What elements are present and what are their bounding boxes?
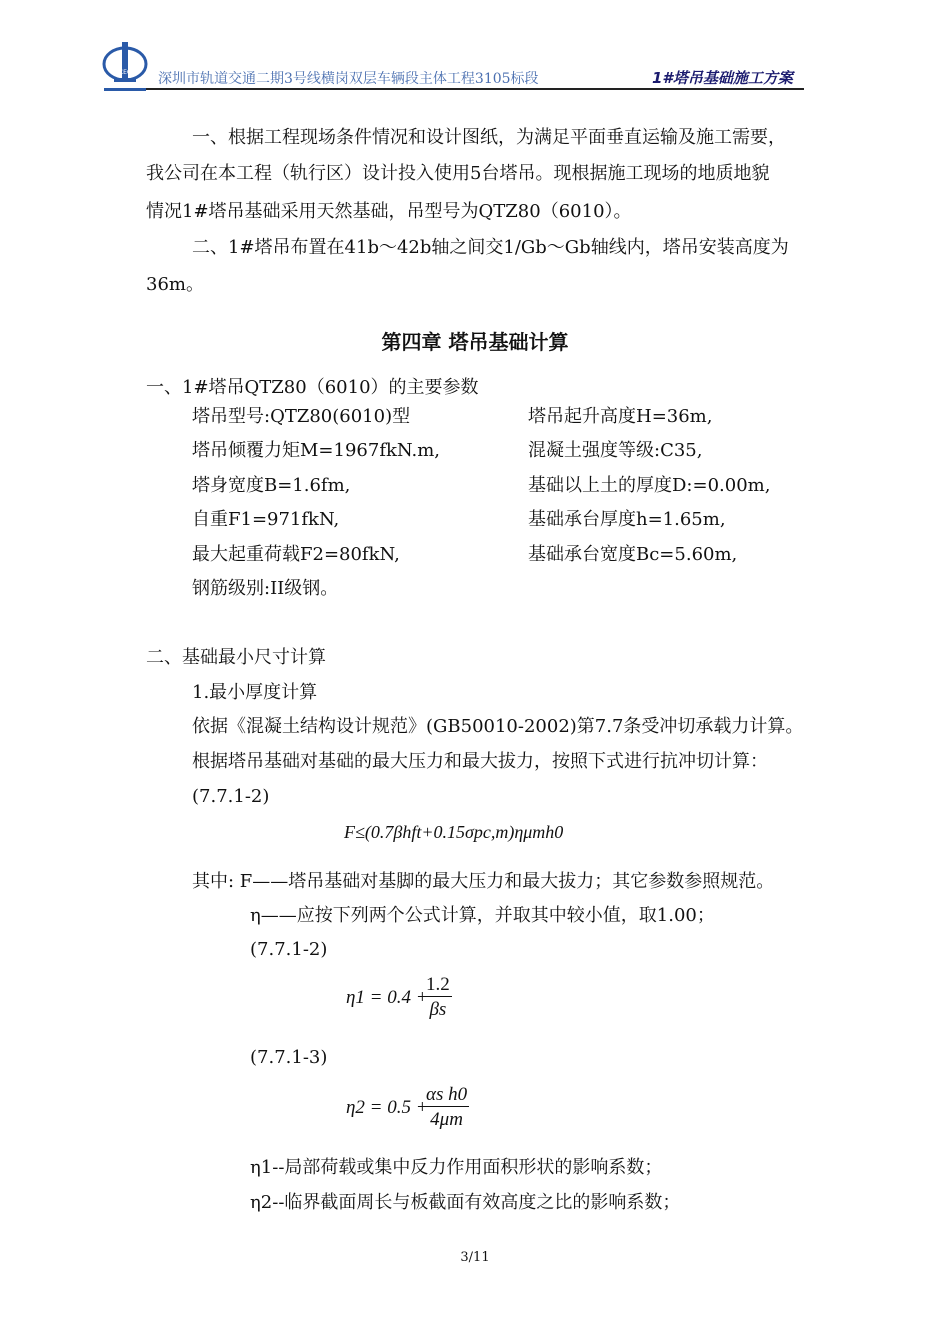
formula-ref-2: (7.7.1-2) xyxy=(250,939,328,960)
param-left-3: 塔身宽度B=1.6fm, xyxy=(192,475,351,496)
page-number: 3/11 xyxy=(460,1250,490,1265)
eta1-numerator: 1.2 xyxy=(426,974,450,995)
header-project-title: 深圳市轨道交通二期3号线横岗双层车辆段主体工程3105标段 xyxy=(158,71,539,87)
eta1-denominator: βs xyxy=(429,999,447,1020)
param-right-1: 塔吊起升高度H=36m, xyxy=(528,406,713,427)
eta2-lhs: η2 = 0.5 + xyxy=(346,1097,429,1118)
intro-p1-line3: 情况1#塔吊基础采用天然基础，吊型号为QTZ80（6010）。 xyxy=(146,201,632,222)
logo-text: CCECC xyxy=(114,69,136,76)
header-rule xyxy=(146,88,804,90)
eta2-denominator: 4μm xyxy=(430,1109,463,1130)
header-doc-title: 1#塔吊基础施工方案 xyxy=(652,69,793,87)
section2-sub1: 1.最小厚度计算 xyxy=(192,682,318,703)
intro-p1-line1: 一、根据工程现场条件情况和设计图纸，为满足平面垂直运输及施工需要， xyxy=(192,127,786,148)
section1-title: 一、1#塔吊QTZ80（6010）的主要参数 xyxy=(146,377,479,398)
formula-ref-1: (7.7.1-2) xyxy=(192,786,270,807)
param-left-2: 塔吊倾覆力矩M=1967fkN.m, xyxy=(192,440,441,461)
where-line: 其中: F——塔吊基础对基脚的最大压力和最大拔力；其它参数参照规范。 xyxy=(192,871,775,892)
param-right-4: 基础承台厚度h=1.65m, xyxy=(528,509,726,530)
section2-title: 二、基础最小尺寸计算 xyxy=(146,647,326,668)
eta2-numerator: αs h0 xyxy=(426,1084,468,1105)
intro-p1-line2: 我公司在本工程（轨行区）设计投入使用5台塔吊。现根据施工现场的地质地貌 xyxy=(146,163,770,184)
intro-p2-line2: 36m。 xyxy=(146,274,204,295)
eta-line: η——应按下列两个公式计算，并取其中较小值，取1.00； xyxy=(250,905,715,926)
company-logo xyxy=(100,38,150,96)
eta1-fraction xyxy=(424,974,452,1021)
section2-line2: 根据塔吊基础对基础的最大压力和最大拔力，按照下式进行抗冲切计算： xyxy=(192,751,768,772)
param-left-5: 最大起重荷载F2=80fkN, xyxy=(192,544,400,565)
section2-line1: 依据《混凝土结构设计规范》(GB50010-2002)第7.7条受冲切承载力计算。 xyxy=(192,716,804,737)
param-right-5: 基础承台宽度Bc=5.60m, xyxy=(528,544,738,565)
param-left-6: 钢筋级别:II级钢。 xyxy=(192,578,339,599)
eta1-description: η1--局部荷载或集中反力作用面积形状的影响系数； xyxy=(250,1157,663,1178)
eta2-fraction xyxy=(424,1084,469,1131)
chapter-title: 第四章 塔吊基础计算 xyxy=(381,330,569,354)
param-right-3: 基础以上土的厚度D:=0.00m, xyxy=(528,475,771,496)
param-right-2: 混凝土强度等级:C35, xyxy=(528,440,703,461)
eta2-description: η2--临界截面周长与板截面有效高度之比的影响系数； xyxy=(250,1192,681,1213)
formula-main: F≤(0.7βhft+0.15σpc,m)ημmh0 xyxy=(344,822,564,842)
intro-p2-line1: 二、1#塔吊布置在41b～42b轴之间交1/Gb～Gb轴线内，塔吊安装高度为 xyxy=(192,237,789,258)
param-left-4: 自重F1=971fkN, xyxy=(192,509,340,530)
eta1-lhs: η1 = 0.4 + xyxy=(346,987,429,1008)
param-left-1: 塔吊型号:QTZ80(6010)型 xyxy=(192,406,411,427)
formula-ref-3: (7.7.1-3) xyxy=(250,1047,328,1068)
